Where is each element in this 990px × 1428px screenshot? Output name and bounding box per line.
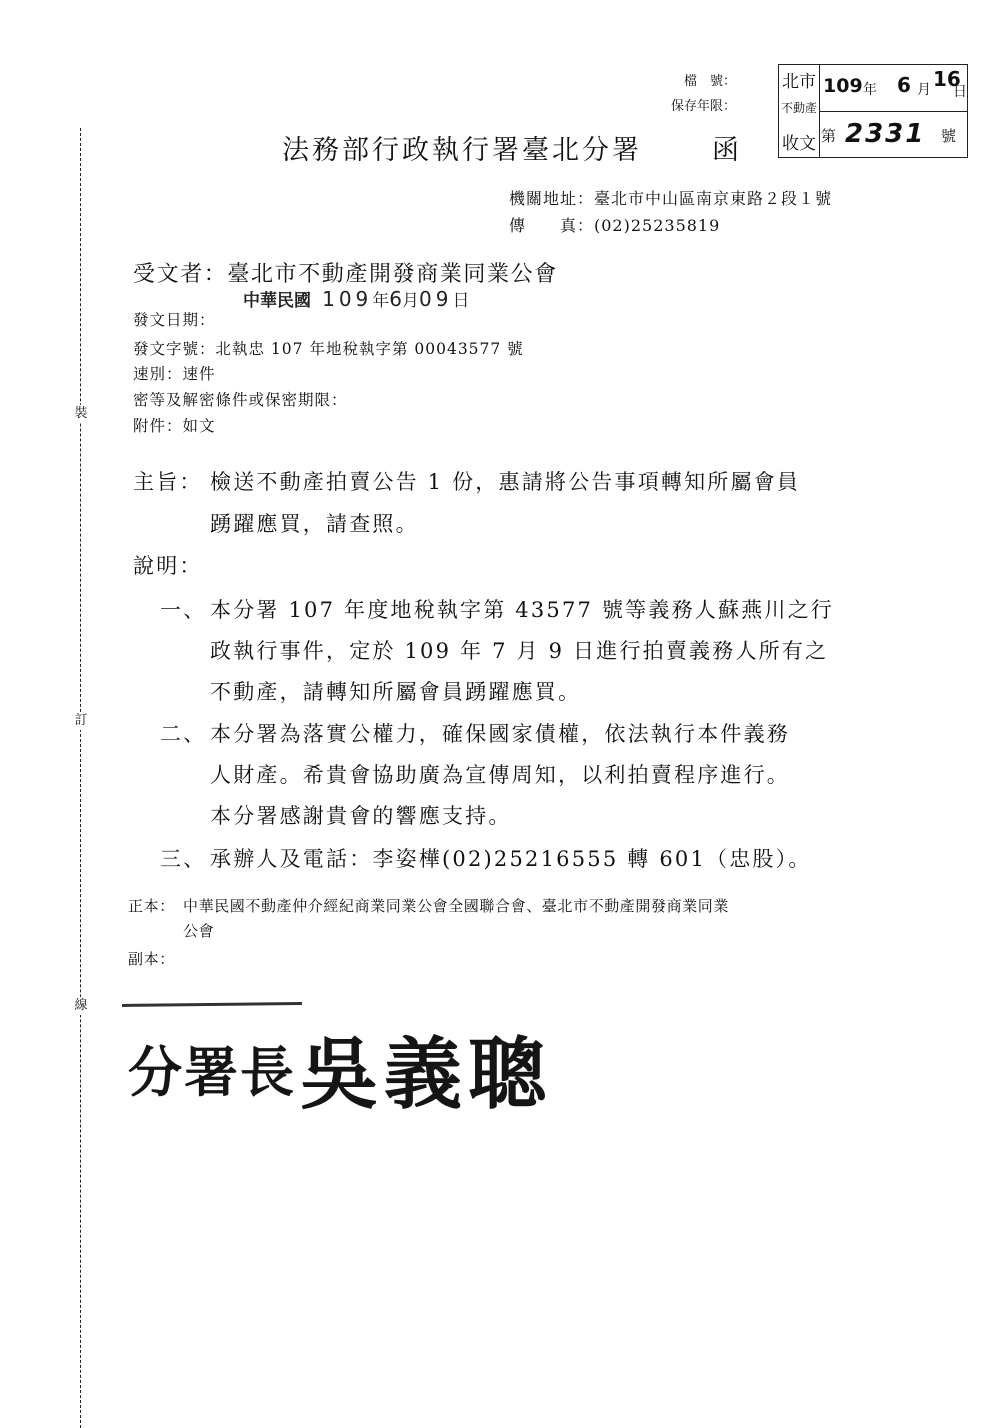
item-line: 政執行事件，定於 109 年 7 月 9 日進行拍賣義務人所有之 bbox=[210, 639, 829, 663]
stamp-day: 16 bbox=[933, 67, 961, 91]
binding-dashed-line bbox=[80, 128, 81, 1428]
document-type: 函 bbox=[712, 135, 742, 166]
item-line: 人財產。希貴會協助廣為宣傳周知，以利拍賣程序進行。 bbox=[210, 763, 790, 787]
item-line: 本分署感謝貴會的響應支持。 bbox=[210, 804, 512, 828]
signature-title: 分署長 bbox=[128, 1040, 296, 1104]
item-number: 一、 bbox=[160, 598, 207, 622]
copy-recipient-label: 副本： bbox=[128, 950, 175, 968]
subject-line-2: 踴躍應買，請查照。 bbox=[210, 512, 419, 536]
retention-period-label: 保存年限： bbox=[670, 99, 736, 114]
stamp-number-prefix: 第 bbox=[821, 127, 837, 145]
signature-stamp-edge bbox=[122, 1002, 302, 1007]
issue-date-stamp bbox=[243, 286, 469, 311]
document-number: 發文字號：北執忠 107 年地稅執字第 00043577 號 bbox=[133, 340, 524, 358]
subject-label: 主旨： bbox=[133, 470, 203, 494]
date-era: 中華民國 bbox=[243, 291, 311, 311]
date-month-char: 月 bbox=[402, 291, 420, 311]
stamp-number-suffix: 號 bbox=[941, 127, 957, 145]
date-year: 109 bbox=[322, 287, 373, 311]
signature-name: 吳義聰 bbox=[300, 1029, 553, 1120]
binding-mark-ding: 訂 bbox=[72, 712, 90, 730]
date-day-char: 日 bbox=[452, 291, 470, 311]
date-year-char: 年 bbox=[372, 291, 390, 311]
stamp-number-value: 2331 bbox=[845, 119, 926, 149]
stamp-year: 109 bbox=[823, 75, 863, 97]
date-day: 09 bbox=[419, 287, 453, 311]
item-line: 本分署為落實公權力，確保國家債權，依法執行本件義務 bbox=[210, 722, 790, 746]
stamp-received-label: 收文 bbox=[782, 134, 816, 154]
recipient: 受文者：臺北市不動產開發商業同業公會 bbox=[133, 262, 558, 287]
subject-line-1: 檢送不動產拍賣公告 1 份，惠請將公告事項轉知所屬會員 bbox=[210, 470, 801, 494]
stamp-year-char: 年 bbox=[863, 82, 877, 98]
issue-date-label: 發文日期： bbox=[133, 311, 216, 329]
secrecy-level: 密等及解密條件或保密期限： bbox=[133, 391, 348, 409]
original-recipient-label: 正本： bbox=[128, 897, 175, 915]
item-number: 二、 bbox=[160, 722, 207, 746]
original-recipient-line-2: 公會 bbox=[183, 922, 215, 940]
original-recipient-line-1: 中華民國不動產仲介經紀商業同業公會全國聯合會、臺北市不動產開發商業同業 bbox=[183, 897, 730, 915]
explanation-label: 說明： bbox=[133, 554, 203, 578]
stamp-day-char: 日 bbox=[953, 84, 967, 100]
agency-fax: 傳 真：(02)25235819 bbox=[509, 216, 721, 235]
date-month: 6 bbox=[389, 287, 403, 311]
file-number-label: 檔 號： bbox=[683, 74, 736, 89]
binding-mark-xian: 線 bbox=[72, 997, 90, 1015]
speed-type: 速別：速件 bbox=[133, 365, 216, 383]
attachment: 附件：如文 bbox=[133, 417, 216, 435]
stamp-org-bottom: 不動產 bbox=[780, 101, 817, 115]
stamp-org-top: 北市 bbox=[782, 72, 816, 92]
stamp-month: 6 bbox=[897, 73, 911, 97]
item-number: 三、 bbox=[160, 847, 207, 871]
agency-title: 法務部行政執行署臺北分署 bbox=[282, 135, 642, 166]
stamp-month-char: 月 bbox=[917, 82, 931, 98]
receipt-stamp bbox=[778, 64, 968, 158]
binding-mark-zhuang: 裝 bbox=[72, 405, 90, 423]
agency-address: 機關地址：臺北市中山區南京東路２段１號 bbox=[509, 189, 833, 208]
item-line: 不動產，請轉知所屬會員踴躍應買。 bbox=[210, 680, 582, 704]
item-line: 承辦人及電話：李姿樺(02)25216555 轉 601（忠股）。 bbox=[210, 847, 812, 871]
item-line: 本分署 107 年度地稅執字第 43577 號等義務人蘇燕川之行 bbox=[210, 598, 834, 622]
